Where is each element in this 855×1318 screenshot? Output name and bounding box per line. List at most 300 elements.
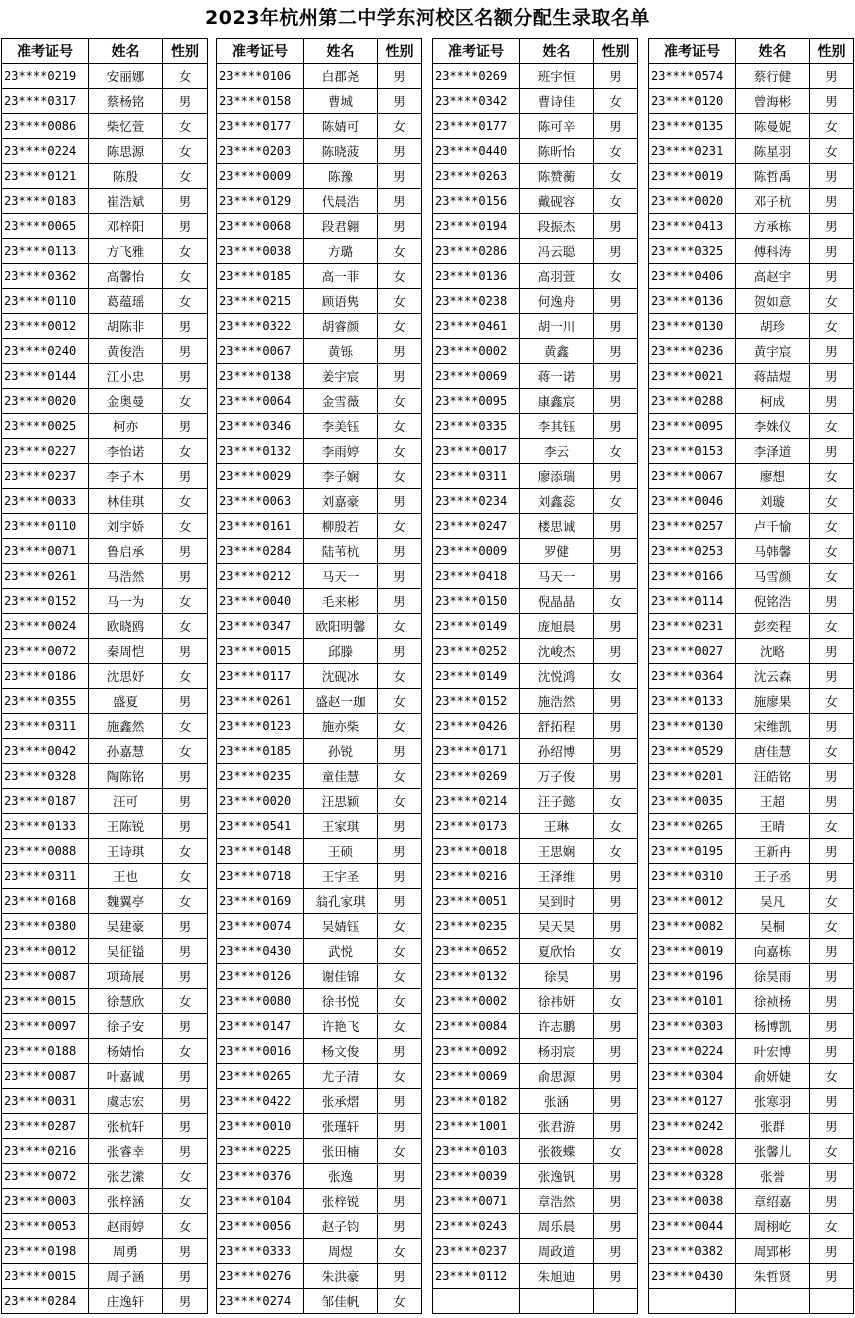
table-row	[433, 889, 638, 914]
exam-id-cell: 23****0235	[217, 764, 304, 789]
exam-id-cell: 23****0069	[433, 1064, 520, 1089]
gender-cell: 男	[163, 1289, 208, 1314]
exam-id-cell: 23****0038	[217, 239, 304, 264]
exam-id-cell: 23****0261	[217, 689, 304, 714]
exam-id-cell: 23****0196	[649, 964, 736, 989]
exam-id-cell: 23****0064	[217, 389, 304, 414]
gender-cell: 男	[378, 364, 422, 389]
student-name-cell: 李美钰	[304, 414, 378, 439]
student-name-cell: 汪可	[89, 789, 163, 814]
gender-cell: 女	[594, 664, 638, 689]
table-row	[649, 189, 854, 214]
exam-id-cell: 23****0101	[649, 989, 736, 1014]
student-name-cell: 刘璇	[736, 489, 810, 514]
table-row	[649, 89, 854, 114]
exam-id-cell: 23****0044	[649, 1214, 736, 1239]
exam-id-cell: 23****0168	[2, 889, 89, 914]
table-row	[2, 164, 208, 189]
exam-id-cell: 23****0016	[217, 1039, 304, 1064]
header-name: 姓名	[89, 39, 163, 64]
table-row	[2, 489, 208, 514]
table-row	[217, 664, 422, 689]
gender-cell: 女	[163, 1039, 208, 1064]
gender-cell: 女	[378, 439, 422, 464]
table-row	[217, 889, 422, 914]
table-row	[2, 939, 208, 964]
gender-cell: 女	[378, 714, 422, 739]
gender-cell: 女	[163, 664, 208, 689]
table-row	[2, 614, 208, 639]
student-name-cell: 张睿幸	[89, 1139, 163, 1164]
exam-id-cell: 23****0198	[2, 1239, 89, 1264]
student-name-cell: 杨婧怡	[89, 1039, 163, 1064]
exam-id-cell: 23****0084	[433, 1014, 520, 1039]
exam-id-cell: 23****0147	[217, 1014, 304, 1039]
table-row	[433, 389, 638, 414]
table-row	[433, 689, 638, 714]
table-row	[217, 1264, 422, 1289]
exam-id-cell: 23****0019	[649, 164, 736, 189]
exam-id-cell: 23****0051	[433, 889, 520, 914]
gender-cell: 女	[810, 614, 854, 639]
table-row	[433, 739, 638, 764]
gender-cell: 男	[163, 364, 208, 389]
table-row	[2, 739, 208, 764]
student-name-cell: 叶嘉诚	[89, 1064, 163, 1089]
exam-id-cell: 23****0020	[649, 189, 736, 214]
table-row	[433, 1139, 638, 1164]
table-row	[649, 1139, 854, 1164]
gender-cell: 女	[810, 139, 854, 164]
table-row	[217, 789, 422, 814]
exam-id-cell: 23****0028	[649, 1139, 736, 1164]
gender-cell: 女	[163, 889, 208, 914]
student-name-cell: 黄俊浩	[89, 339, 163, 364]
table-row	[2, 314, 208, 339]
exam-id-cell: 23****0027	[649, 639, 736, 664]
gender-cell: 男	[378, 1189, 422, 1214]
student-name-cell: 唐佳慧	[736, 739, 810, 764]
student-name-cell: 张寒羽	[736, 1089, 810, 1114]
student-name-cell: 马天一	[520, 564, 594, 589]
exam-id-cell: 23****0284	[217, 539, 304, 564]
gender-cell: 男	[594, 289, 638, 314]
student-name-cell: 夏欣怡	[520, 939, 594, 964]
table-row	[2, 1164, 208, 1189]
student-name-cell: 杨羽宸	[520, 1039, 594, 1064]
table-row	[217, 264, 422, 289]
student-name-cell: 邹佳帆	[304, 1289, 378, 1314]
table-row	[649, 264, 854, 289]
table-row	[433, 414, 638, 439]
table-row	[2, 639, 208, 664]
exam-id-cell: 23****0311	[2, 864, 89, 889]
table-row	[433, 289, 638, 314]
table-row	[217, 289, 422, 314]
table-row	[649, 989, 854, 1014]
student-name-cell: 徐昊	[520, 964, 594, 989]
exam-id-cell: 23****0718	[217, 864, 304, 889]
gender-cell: 女	[810, 914, 854, 939]
exam-id-cell: 23****0257	[649, 514, 736, 539]
gender-cell: 女	[594, 814, 638, 839]
gender-cell: 男	[594, 364, 638, 389]
table-row	[2, 364, 208, 389]
student-name-cell: 黄铄	[304, 339, 378, 364]
table-row	[2, 214, 208, 239]
student-name-cell: 武悦	[304, 939, 378, 964]
table-row	[2, 839, 208, 864]
exam-id-cell: 23****0355	[2, 689, 89, 714]
gender-cell: 女	[163, 389, 208, 414]
exam-id-cell: 23****0304	[649, 1064, 736, 1089]
gender-cell: 男	[594, 1239, 638, 1264]
exam-id-cell: 23****0247	[433, 514, 520, 539]
header-gender: 性别	[163, 39, 208, 64]
student-name-cell: 王琳	[520, 814, 594, 839]
gender-cell: 男	[378, 1114, 422, 1139]
gender-cell: 男	[594, 539, 638, 564]
exam-id-cell: 23****0135	[649, 114, 736, 139]
gender-cell: 女	[163, 164, 208, 189]
gender-cell: 男	[810, 1189, 854, 1214]
gender-cell: 男	[594, 1089, 638, 1114]
table-row	[2, 764, 208, 789]
table-row	[2, 264, 208, 289]
student-name-cell: 白郡尧	[304, 64, 378, 89]
student-name-cell: 邓梓阳	[89, 214, 163, 239]
table-row	[433, 264, 638, 289]
table-row	[433, 989, 638, 1014]
student-name-cell: 翁孔家琪	[304, 889, 378, 914]
exam-id-cell: 23****0240	[2, 339, 89, 364]
student-name-cell: 廖想	[736, 464, 810, 489]
table-row	[649, 664, 854, 689]
gender-cell: 男	[163, 464, 208, 489]
table-row	[433, 864, 638, 889]
student-name-cell: 李雨婷	[304, 439, 378, 464]
exam-id-cell: 23****0265	[217, 1064, 304, 1089]
student-name-cell: 张承熠	[304, 1089, 378, 1114]
student-name-cell: 宋维凯	[736, 714, 810, 739]
gender-cell: 女	[378, 939, 422, 964]
gender-cell: 男	[810, 64, 854, 89]
student-name-cell: 沈悦鸿	[520, 664, 594, 689]
exam-id-cell: 23****0215	[217, 289, 304, 314]
student-name-cell: 蔡行健	[736, 64, 810, 89]
exam-id-cell: 23****0317	[2, 89, 89, 114]
student-name-cell: 倪铭浩	[736, 589, 810, 614]
student-name-cell: 王新冉	[736, 839, 810, 864]
table-row	[2, 1214, 208, 1239]
exam-id-cell: 23****0529	[649, 739, 736, 764]
student-name-cell: 廖添瑞	[520, 464, 594, 489]
exam-id-cell: 23****0132	[433, 964, 520, 989]
table-row	[2, 189, 208, 214]
gender-cell: 女	[163, 839, 208, 864]
student-name-cell: 傅科涛	[736, 239, 810, 264]
student-name-cell: 倪晶晶	[520, 589, 594, 614]
exam-id-cell: 23****0430	[649, 1264, 736, 1289]
exam-id-cell: 23****0144	[2, 364, 89, 389]
gender-cell: 男	[378, 1264, 422, 1289]
student-name-cell: 周栩屹	[736, 1214, 810, 1239]
exam-id-cell: 23****0237	[433, 1239, 520, 1264]
student-name-cell: 王硕	[304, 839, 378, 864]
student-name-cell: 朱哲贤	[736, 1264, 810, 1289]
exam-id-cell: 23****0214	[433, 789, 520, 814]
gender-cell: 男	[163, 1264, 208, 1289]
exam-id-cell: 23****0380	[2, 914, 89, 939]
student-name-cell: 李姝仪	[736, 414, 810, 439]
student-name-cell: 金雪薇	[304, 389, 378, 414]
table-row	[649, 689, 854, 714]
student-name-cell: 段振杰	[520, 214, 594, 239]
student-name-cell: 吴征镒	[89, 939, 163, 964]
table-row	[217, 364, 422, 389]
student-name-cell: 施鑫然	[89, 714, 163, 739]
gender-cell: 男	[378, 64, 422, 89]
student-name-cell: 向嘉栋	[736, 939, 810, 964]
table-row	[433, 1064, 638, 1089]
student-name-cell: 李子娴	[304, 464, 378, 489]
table-row	[2, 64, 208, 89]
table-row	[649, 539, 854, 564]
exam-id-cell: 23****0252	[433, 639, 520, 664]
gender-cell: 男	[594, 614, 638, 639]
gender-cell: 男	[378, 639, 422, 664]
exam-id-cell: 23****0104	[217, 1189, 304, 1214]
exam-id-cell: 23****0158	[217, 89, 304, 114]
gender-cell: 男	[163, 214, 208, 239]
table-row	[217, 839, 422, 864]
gender-cell: 女	[378, 264, 422, 289]
table-row	[2, 1264, 208, 1289]
table-row	[217, 389, 422, 414]
gender-cell: 女	[810, 489, 854, 514]
exam-id-cell: 23****0082	[649, 914, 736, 939]
gender-cell: 男	[810, 1114, 854, 1139]
gender-cell: 男	[163, 339, 208, 364]
table-row	[433, 564, 638, 589]
student-name-cell: 陈豫	[304, 164, 378, 189]
header-exam-id: 准考证号	[2, 39, 89, 64]
student-name-cell: 段君翱	[304, 214, 378, 239]
gender-cell: 男	[810, 864, 854, 889]
table-row	[217, 539, 422, 564]
student-name-cell: 秦周恺	[89, 639, 163, 664]
gender-cell: 男	[594, 1164, 638, 1189]
gender-cell: 男	[810, 439, 854, 464]
table-row	[217, 914, 422, 939]
student-name-cell: 王思娴	[520, 839, 594, 864]
student-name-cell: 庄逸轩	[89, 1289, 163, 1314]
student-name-cell: 葛蕴瑶	[89, 289, 163, 314]
table-row	[649, 289, 854, 314]
exam-id-cell: 23****0153	[649, 439, 736, 464]
exam-id-cell: 23****0117	[217, 664, 304, 689]
student-name-cell: 冯云聪	[520, 239, 594, 264]
gender-cell: 男	[594, 389, 638, 414]
table-row	[649, 964, 854, 989]
exam-id-cell: 23****0095	[649, 414, 736, 439]
student-name-cell: 赵雨婷	[89, 1214, 163, 1239]
gender-cell: 男	[378, 539, 422, 564]
exam-id-cell: 23****0063	[217, 489, 304, 514]
gender-cell: 女	[378, 1139, 422, 1164]
table-row	[217, 989, 422, 1014]
gender-cell: 男	[810, 789, 854, 814]
table-row	[433, 114, 638, 139]
gender-cell: 女	[163, 239, 208, 264]
student-name-cell: 胡睿颜	[304, 314, 378, 339]
gender-cell: 女	[810, 689, 854, 714]
table-row	[433, 539, 638, 564]
exam-id-cell: 23****0129	[217, 189, 304, 214]
table-row	[649, 889, 854, 914]
exam-id-cell: 23****0284	[2, 1289, 89, 1314]
student-name-cell: 张艺潆	[89, 1164, 163, 1189]
exam-id-cell: 23****0003	[2, 1189, 89, 1214]
table-row	[433, 1014, 638, 1039]
table-row	[433, 1164, 638, 1189]
table-row	[649, 464, 854, 489]
exam-id-cell: 23****0195	[649, 839, 736, 864]
student-name-cell: 金奥曼	[89, 389, 163, 414]
table-row	[2, 439, 208, 464]
gender-cell: 男	[378, 1039, 422, 1064]
student-name-cell: 方璐	[304, 239, 378, 264]
exam-id-cell: 23****1001	[433, 1114, 520, 1139]
gender-cell: 女	[163, 489, 208, 514]
student-name-cell: 陈哲禹	[736, 164, 810, 189]
exam-id-cell: 23****0173	[433, 814, 520, 839]
gender-cell: 男	[163, 89, 208, 114]
student-name-cell: 张馨儿	[736, 1139, 810, 1164]
gender-cell: 男	[594, 714, 638, 739]
student-name-cell: 高馨怡	[89, 264, 163, 289]
student-name-cell: 周煜	[304, 1239, 378, 1264]
table-row	[433, 239, 638, 264]
table-row	[2, 989, 208, 1014]
exam-id-cell: 23****0276	[217, 1264, 304, 1289]
exam-id-cell: 23****0056	[217, 1214, 304, 1239]
gender-cell: 男	[594, 1189, 638, 1214]
exam-id-cell: 23****0182	[433, 1089, 520, 1114]
gender-cell: 女	[163, 864, 208, 889]
student-name-cell: 朱旭迪	[520, 1264, 594, 1289]
student-name-cell: 胡陈非	[89, 314, 163, 339]
gender-cell: 男	[810, 589, 854, 614]
gender-cell: 女	[594, 139, 638, 164]
exam-id-cell: 23****0046	[649, 489, 736, 514]
gender-cell: 女	[378, 664, 422, 689]
table-row	[649, 1289, 854, 1314]
gender-cell: 女	[378, 614, 422, 639]
student-name-cell: 胡一川	[520, 314, 594, 339]
gender-cell: 男	[594, 864, 638, 889]
exam-id-cell: 23****0237	[2, 464, 89, 489]
student-name-cell: 徐祎妍	[520, 989, 594, 1014]
student-name-cell: 彭奕程	[736, 614, 810, 639]
exam-id-cell: 23****0132	[217, 439, 304, 464]
gender-cell: 男	[163, 964, 208, 989]
gender-cell: 女	[378, 964, 422, 989]
table-row	[649, 564, 854, 589]
exam-id-cell: 23****0121	[2, 164, 89, 189]
exam-id-cell: 23****0325	[649, 239, 736, 264]
gender-cell: 女	[810, 1064, 854, 1089]
table-row	[433, 64, 638, 89]
header-name: 姓名	[736, 39, 810, 64]
exam-id-cell: 23****0042	[2, 739, 89, 764]
gender-cell: 男	[378, 839, 422, 864]
exam-id-cell: 23****0322	[217, 314, 304, 339]
exam-id-cell: 23****0426	[433, 714, 520, 739]
gender-cell: 女	[163, 514, 208, 539]
gender-cell: 男	[163, 414, 208, 439]
header-name: 姓名	[520, 39, 594, 64]
gender-cell: 男	[163, 1239, 208, 1264]
gender-cell: 女	[594, 589, 638, 614]
table-row	[433, 964, 638, 989]
exam-id-cell: 23****0095	[433, 389, 520, 414]
student-name-cell: 戴砚容	[520, 189, 594, 214]
student-name-cell: 虞志宏	[89, 1089, 163, 1114]
student-name-cell: 刘嘉豪	[304, 489, 378, 514]
exam-id-cell: 23****0236	[649, 339, 736, 364]
table-row	[217, 1239, 422, 1264]
exam-id-cell: 23****0106	[217, 64, 304, 89]
gender-cell: 男	[378, 564, 422, 589]
table-row	[217, 1139, 422, 1164]
exam-id-cell: 23****0103	[433, 1139, 520, 1164]
gender-cell: 男	[810, 839, 854, 864]
student-name-cell: 陈昕怡	[520, 139, 594, 164]
student-name-cell: 高赵宇	[736, 264, 810, 289]
table-row	[217, 1164, 422, 1189]
student-name-cell: 张涵	[520, 1089, 594, 1114]
student-name-cell: 蒋喆煜	[736, 364, 810, 389]
exam-id-cell: 23****0053	[2, 1214, 89, 1239]
gender-cell: 男	[594, 689, 638, 714]
student-name-cell: 吴建豪	[89, 914, 163, 939]
table-row	[217, 64, 422, 89]
gender-cell: 男	[810, 989, 854, 1014]
gender-cell: 男	[594, 339, 638, 364]
gender-cell: 男	[594, 1264, 638, 1289]
student-name-cell: 曹诗佳	[520, 89, 594, 114]
exam-id-cell: 23****0183	[2, 189, 89, 214]
exam-id-cell: 23****0231	[649, 614, 736, 639]
table-row	[649, 389, 854, 414]
gender-cell: 女	[378, 514, 422, 539]
exam-id-cell: 23****0033	[2, 489, 89, 514]
table-row	[217, 1014, 422, 1039]
student-name-cell: 王陈锐	[89, 814, 163, 839]
exam-id-cell: 23****0274	[217, 1289, 304, 1314]
student-name-cell: 施亦柴	[304, 714, 378, 739]
gender-cell: 女	[163, 289, 208, 314]
gender-cell: 男	[594, 639, 638, 664]
table-row	[217, 564, 422, 589]
student-name-cell: 孙锐	[304, 739, 378, 764]
gender-cell: 男	[163, 539, 208, 564]
exam-id-cell: 23****0188	[2, 1039, 89, 1064]
table-row	[2, 289, 208, 314]
student-name-cell: 马天一	[304, 564, 378, 589]
table-row	[649, 214, 854, 239]
